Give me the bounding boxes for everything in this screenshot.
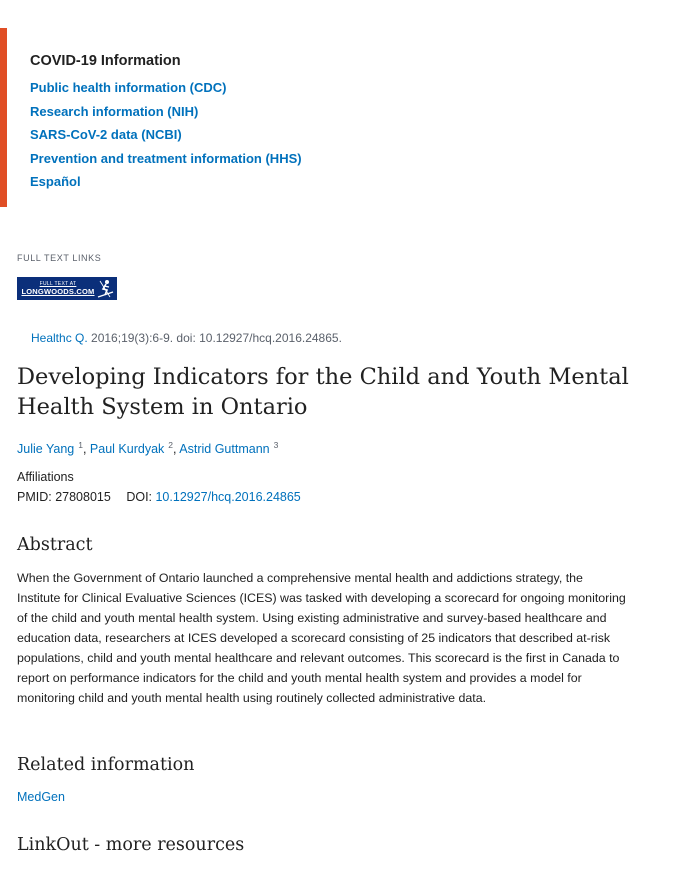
covid-heading: COVID-19 Information: [30, 53, 181, 69]
covid-link-hhs[interactable]: Prevention and treatment information (HHS): [30, 150, 302, 166]
related-info-heading: Related information: [17, 755, 195, 775]
authors-list: [17, 440, 278, 456]
author-link[interactable]: Paul Kurdyak: [89, 442, 165, 457]
badge-line1: FULL TEXT AT: [39, 281, 77, 287]
pmid-value: 27808015: [55, 490, 111, 504]
abstract-heading: Abstract: [17, 535, 93, 555]
author-separator: ,: [173, 442, 180, 457]
covid-link-nih[interactable]: Research information (NIH): [30, 103, 199, 119]
author-affiliation-marker[interactable]: 1: [78, 440, 83, 450]
covid-info-box: [0, 28, 680, 207]
citation-line: [31, 331, 342, 345]
identifiers-line: [17, 490, 301, 504]
pmid-label: PMID:: [17, 490, 56, 504]
journal-link[interactable]: Healthc Q.: [31, 331, 88, 345]
covid-links-list: [30, 76, 302, 194]
covid-link-espanol[interactable]: Español: [30, 174, 81, 189]
author-affiliation-marker[interactable]: 3: [273, 440, 279, 450]
covid-link-cdc[interactable]: Public health information (CDC): [30, 80, 227, 95]
full-text-links-label: FULL TEXT LINKS: [17, 253, 102, 263]
citation-details: 2016;19(3):6-9. doi: 10.12927/hcq.2016.24865.: [87, 331, 342, 345]
doi-link[interactable]: 10.12927/hcq.2016.24865: [155, 490, 301, 504]
covid-accent-bar: [0, 28, 7, 207]
author-link[interactable]: Astrid Guttmann: [179, 442, 270, 457]
affiliations-toggle[interactable]: Affiliations: [17, 470, 74, 484]
doi-label: DOI:: [126, 490, 156, 504]
longwoods-full-text-button[interactable]: [17, 277, 117, 300]
covid-link-ncbi[interactable]: SARS-CoV-2 data (NCBI): [30, 127, 182, 142]
badge-line2: LONGWOODS.COM: [21, 287, 95, 296]
longwoods-skier-icon: [95, 278, 115, 299]
author-link[interactable]: Julie Yang: [17, 442, 75, 457]
article-title: Developing Indicators for the Child and Youth Mental Health System in Ontario: [17, 364, 629, 420]
author-affiliation-marker[interactable]: 2: [168, 440, 174, 450]
abstract-text: When the Government of Ontario launched a comprehensive mental health and addictions strategy, the Institute for Clinical Evaluative Sciences (ICES) was tasked with developing a scorecard for ongoing monitoring of the child and youth mental health system. Using existing administrative and survey-based healthcare and education data, researchers at ICES developed a scorecard consisting of 25 indicators that described at-risk populations, child and youth mental healthcare and relevant outcomes. This scorecard is the first in Canada to report on performance indicators for the child and youth mental health system and provides a model for monitoring child and youth mental health using routinely collected administrative data.: [17, 571, 626, 705]
medgen-link[interactable]: MedGen: [17, 790, 65, 804]
author-separator: ,: [82, 442, 90, 457]
linkout-heading: LinkOut - more resources: [17, 835, 245, 855]
